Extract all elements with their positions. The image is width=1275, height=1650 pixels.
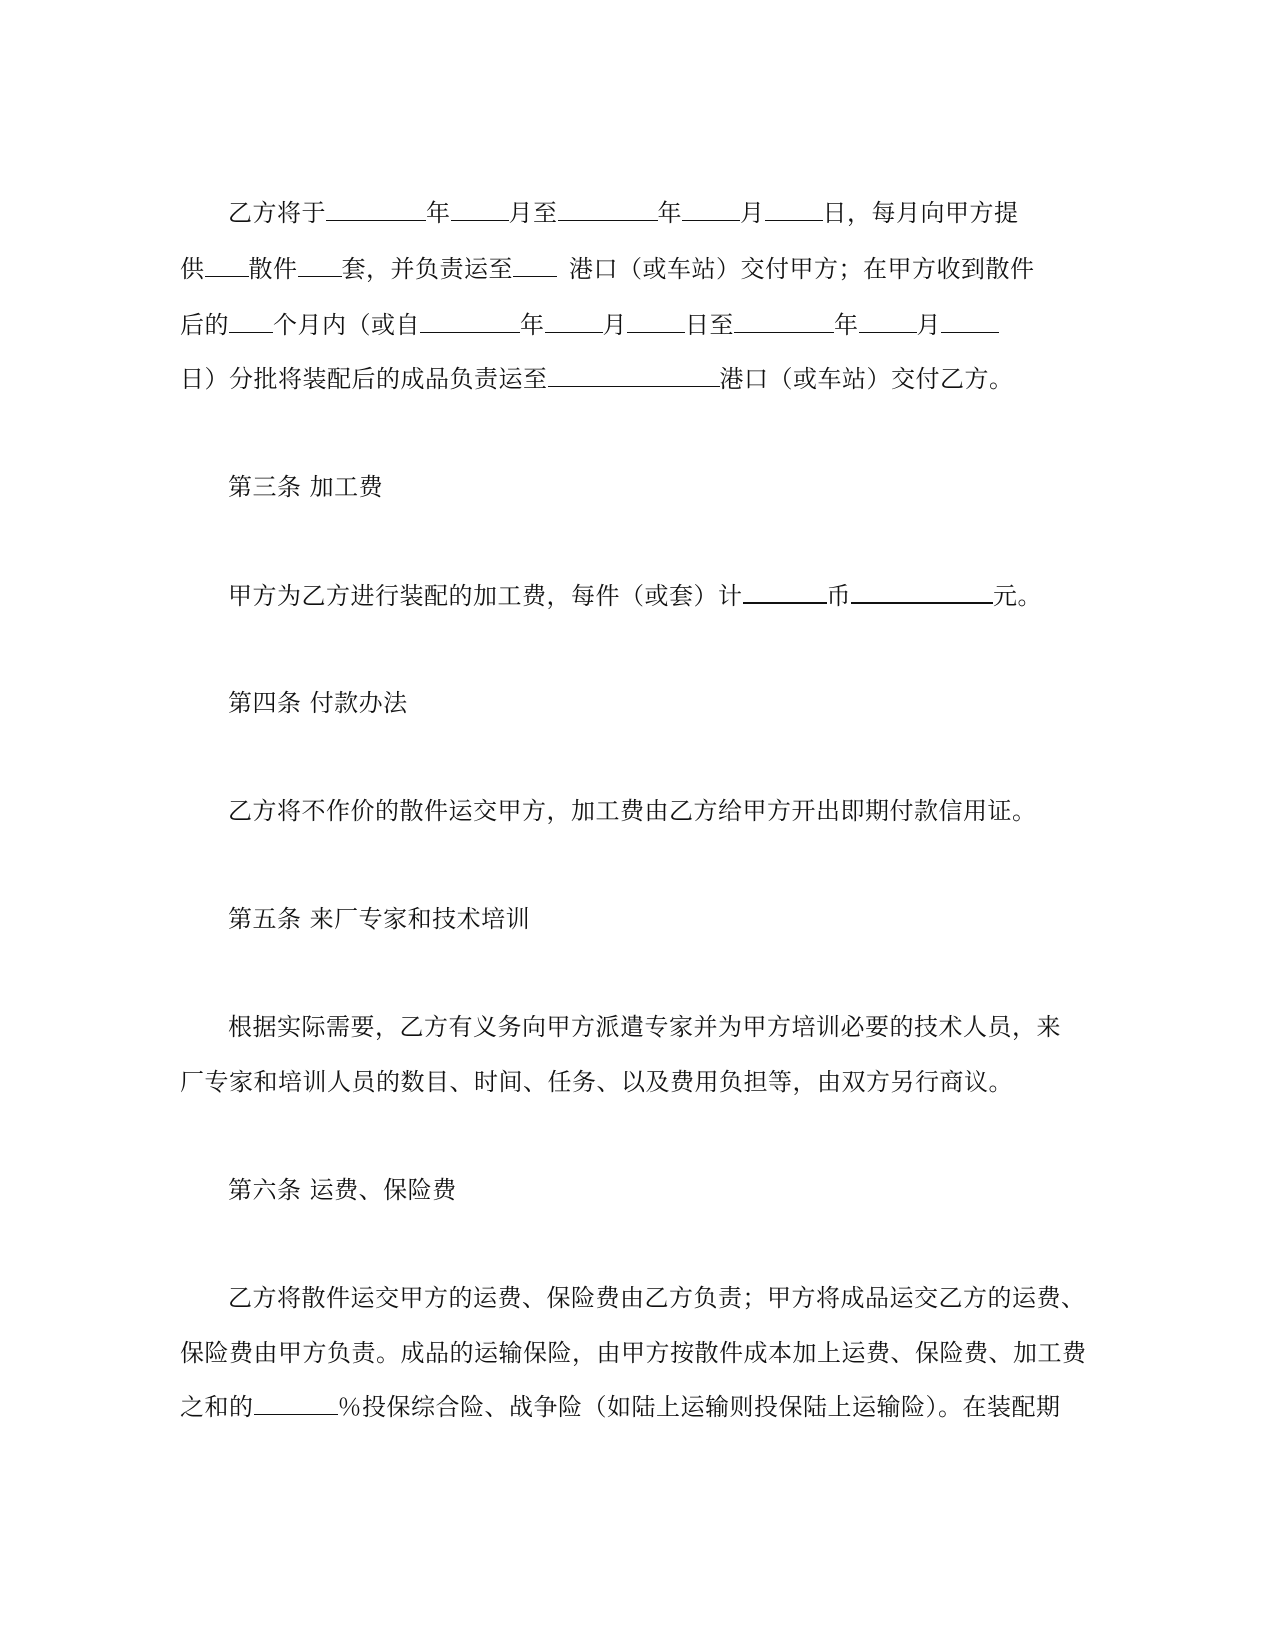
- fill-in-blank[interactable]: [451, 198, 509, 221]
- fill-in-blank[interactable]: [941, 310, 999, 333]
- text-segment: 日）分批将装配后的成品负责运至: [180, 365, 548, 393]
- paragraph-line: [180, 1392, 1061, 1422]
- text-segment: 日，每月向甲方提: [822, 199, 1019, 227]
- fill-in-blank[interactable]: [545, 310, 603, 333]
- fill-in-blank[interactable]: [851, 580, 993, 604]
- paragraph-line: 乙方将散件运交甲方的运费、保险费由乙方负责；甲方将成品运交乙方的运费、: [228, 1284, 1086, 1312]
- text-segment: 年: [520, 311, 545, 339]
- article-heading: 第六条 运费、保险费: [228, 1176, 457, 1204]
- fill-in-blank[interactable]: [558, 198, 658, 221]
- paragraph-line: [180, 364, 1014, 394]
- paragraph-line: [180, 310, 999, 340]
- text-segment: 年: [657, 199, 682, 227]
- text-segment: 港口（或车站）交付乙方。: [719, 365, 1014, 393]
- text-segment: 月: [602, 311, 627, 339]
- fill-in-blank[interactable]: [548, 364, 720, 387]
- paragraph-line: [228, 198, 1019, 228]
- text-segment: 元。: [993, 582, 1042, 610]
- text-segment: 乙方将于: [228, 199, 326, 227]
- article-heading: 第四条 付款办法: [228, 689, 408, 717]
- fill-in-blank[interactable]: [229, 310, 273, 333]
- text-segment: 套，并负责运至: [341, 255, 513, 283]
- text-segment: 港口（或车站）交付甲方；在甲方收到散件: [569, 255, 1035, 283]
- text-segment: 币: [826, 582, 851, 610]
- fill-in-blank[interactable]: [627, 310, 685, 333]
- fill-in-blank[interactable]: [298, 254, 342, 277]
- text-segment: 后的: [180, 311, 229, 339]
- fill-in-blank[interactable]: [513, 254, 557, 277]
- paragraph-line: 保险费由甲方负责。成品的运输保险，由甲方按散件成本加上运费、保险费、加工费: [180, 1339, 1087, 1367]
- fill-in-blank[interactable]: [254, 1392, 338, 1415]
- fill-in-blank[interactable]: [859, 310, 917, 333]
- paragraph-line: 根据实际需要，乙方有义务向甲方派遣专家并为甲方培训必要的技术人员，来: [228, 1013, 1061, 1041]
- article-heading: 第五条 来厂专家和技术培训: [228, 905, 531, 933]
- text-segment: 甲方为乙方进行装配的加工费，每件（或套）计: [228, 582, 743, 610]
- paragraph-line: 厂专家和培训人员的数目、时间、任务、以及费用负担等，由双方另行商议。: [180, 1068, 1013, 1096]
- text-segment: 散件: [248, 255, 298, 283]
- text-segment: 月至: [508, 199, 558, 227]
- paragraph-line: [180, 254, 1035, 284]
- text-segment: 日至: [685, 311, 734, 339]
- fill-in-blank[interactable]: [326, 198, 426, 221]
- fill-in-blank[interactable]: [765, 198, 823, 221]
- fill-in-blank[interactable]: [420, 310, 520, 333]
- text-segment: 个月内（或自: [273, 311, 420, 339]
- text-segment: 之和的: [180, 1393, 254, 1421]
- article-heading: 第三条 加工费: [228, 473, 384, 501]
- text-segment: 供: [180, 255, 205, 283]
- fill-in-blank[interactable]: [205, 254, 249, 277]
- text-segment: ％投保综合险、战争险（如陆上运输则投保陆上运输险）。在装配期: [337, 1393, 1061, 1421]
- fill-in-blank[interactable]: [743, 580, 827, 604]
- paragraph-line: [228, 580, 1042, 611]
- text-segment: 年: [426, 199, 451, 227]
- paragraph-line: 乙方将不作价的散件运交甲方，加工费由乙方给甲方开出即期付款信用证。: [228, 797, 1037, 825]
- text-segment: 月: [740, 199, 765, 227]
- text-segment: 年: [834, 311, 859, 339]
- fill-in-blank[interactable]: [682, 198, 740, 221]
- text-segment: 月: [916, 311, 941, 339]
- fill-in-blank[interactable]: [734, 310, 834, 333]
